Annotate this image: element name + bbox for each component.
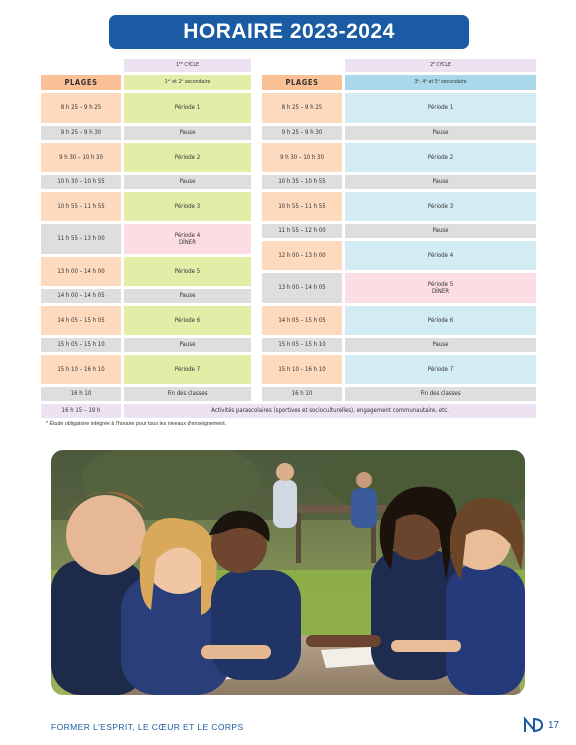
cycle2-activity-9: Période 6 — [345, 306, 536, 335]
cycle1-period4-label: Période 4 — [174, 231, 201, 239]
footer-tagline: FORMER L'ESPRIT, LE CŒUR ET LE CORPS — [51, 722, 244, 732]
cycle2-time-11: 15 h 10 – 16 h 10 — [262, 355, 342, 384]
cycle1-time-9: 14 h 05 – 15 h 05 — [41, 306, 121, 335]
cycle1-activity-4: Pause — [124, 175, 251, 189]
cycle1-label: 1ᴱᴿ CYCLE — [124, 59, 251, 72]
cycle1-time-12: 16 h 10 — [41, 387, 121, 401]
cycle2-activity-3: Période 2 — [345, 143, 536, 172]
cycle2-activity-8 — [345, 273, 536, 303]
cycle2-label: 2ᴱ CYCLE — [345, 59, 536, 72]
cycle2-activity-7: Période 4 — [345, 241, 536, 270]
cycle1-time-11: 15 h 10 – 16 h 10 — [41, 355, 121, 384]
cycle2-time-6: 11 h 55 – 12 h 00 — [262, 224, 342, 238]
cycle1-time-6: 11 h 55 – 13 h 00 — [41, 224, 121, 254]
extracurricular-time: 16 h 15 – 19 h — [41, 404, 121, 418]
cycle2-activity-10: Pause — [345, 338, 536, 352]
cycle1-time-1: 8 h 25 – 9 h 25 — [41, 93, 121, 123]
nd-logo-icon — [522, 714, 544, 736]
cycle1-activity-1: Période 1 — [124, 93, 251, 123]
page-title: HORAIRE 2023-2024 — [109, 15, 469, 49]
cycle2-time-8: 13 h 00 – 14 h 05 — [262, 273, 342, 303]
cycle2-time-3: 9 h 30 – 10 h 30 — [262, 143, 342, 172]
cycle1-time-4: 10 h 30 – 10 h 55 — [41, 175, 121, 189]
cycle2-activity-2: Pause — [345, 126, 536, 140]
cycle2-plages-header: PLAGES — [262, 75, 342, 90]
cycle2-activity-6: Pause — [345, 224, 536, 238]
cycle1-activity-12: Fin des classes — [124, 387, 251, 401]
cycle1-activity-2: Pause — [124, 126, 251, 140]
cycle2-time-10: 15 h 05 – 15 h 10 — [262, 338, 342, 352]
cycle1-time-3: 9 h 30 – 10 h 30 — [41, 143, 121, 172]
cycle1-activity-3: Période 2 — [124, 143, 251, 172]
cycle2-activity-5: Période 3 — [345, 192, 536, 221]
cycle1-activity-5: Période 3 — [124, 192, 251, 221]
cycle1-activity-8: Pause — [124, 289, 251, 303]
cycle1-activity-11: Période 7 — [124, 355, 251, 384]
cycle2-activity-12: Fin des classes — [345, 387, 536, 401]
cycle1-activity-10: Pause — [124, 338, 251, 352]
cycle2-activity-11: Période 7 — [345, 355, 536, 384]
cycle2-time-12: 16 h 10 — [262, 387, 342, 401]
cycle1-activity-9: Période 6 — [124, 306, 251, 335]
cycle1-plages-header: PLAGES — [41, 75, 121, 90]
footnote: * Étude obligatoire intégrée à l'horaire pour tous les niveaux d'enseignement. — [46, 421, 227, 427]
cycle1-diner-label: DÎNER — [179, 239, 196, 246]
cycle2-activity-1: Période 1 — [345, 93, 536, 123]
cycle2-time-9: 14 h 05 – 15 h 05 — [262, 306, 342, 335]
cycle2-time-5: 10 h 55 – 11 h 55 — [262, 192, 342, 221]
cycle1-activity-7: Période 5 — [124, 257, 251, 286]
page-number: 17 — [548, 720, 560, 731]
cycle2-period5-label: Période 5 — [427, 280, 454, 288]
cycle2-time-1: 8 h 25 – 9 h 25 — [262, 93, 342, 123]
cycle1-time-7: 13 h 00 – 14 h 00 — [41, 257, 121, 286]
cycle1-activity-6 — [124, 224, 251, 254]
cycle2-time-2: 9 h 25 – 9 h 30 — [262, 126, 342, 140]
cycle2-levels-header: 3ᵉ, 4ᵉ et 5ᵉ secondaire — [345, 75, 536, 90]
cycle1-time-10: 15 h 05 – 15 h 10 — [41, 338, 121, 352]
cycle2-activity-4: Pause — [345, 175, 536, 189]
cycle1-time-8: 14 h 00 – 14 h 05 — [41, 289, 121, 303]
students-photo — [51, 450, 525, 695]
extracurricular-activity: Activités parascolaires (sportives et socioculturelles), engagement communautaire, etc. — [124, 404, 536, 418]
cycle2-time-7: 12 h 00 – 13 h 00 — [262, 241, 342, 270]
cycle2-time-4: 10 h 35 – 10 h 55 — [262, 175, 342, 189]
cycle2-diner-label: DÎNER — [432, 288, 449, 295]
cycle1-time-5: 10 h 55 – 11 h 55 — [41, 192, 121, 221]
cycle1-time-2: 9 h 25 – 9 h 30 — [41, 126, 121, 140]
cycle1-levels-header: 1ᵉʳ et 2ᵉ secondaire — [124, 75, 251, 90]
